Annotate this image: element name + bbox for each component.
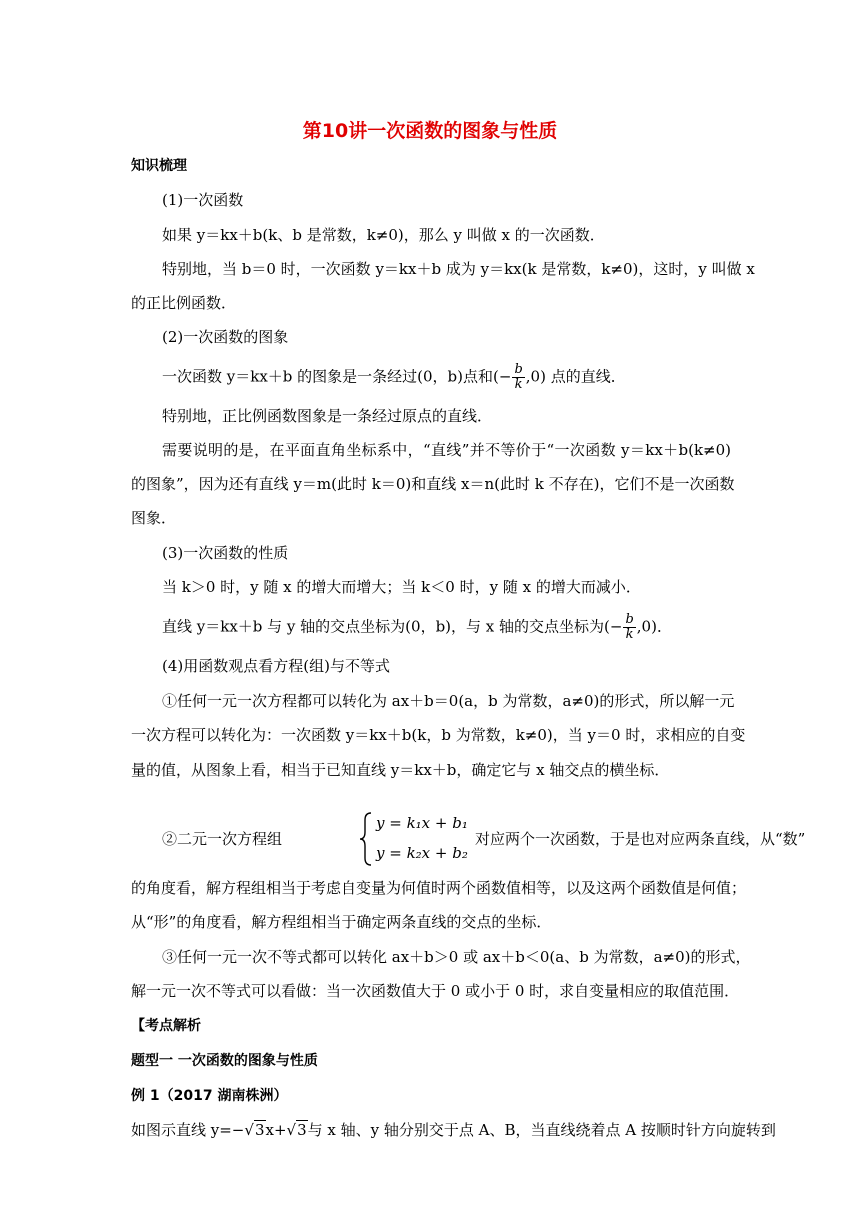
fraction-b-over-k-2: [623, 613, 635, 642]
type-one-heading: 题型一 一次函数的图象与性质: [131, 1053, 318, 1069]
s4-clause1c: 量的值，从图象上看，相当于已知直线 y＝kx＋b，确定它与 x 轴交点的横坐标．: [131, 761, 670, 779]
s4-clause2-post: 对应两个一次函数，于是也对应两条直线，从“数”: [475, 830, 806, 848]
sqrt-radicand: 3: [254, 1121, 265, 1139]
fraction-numerator: b: [514, 362, 523, 377]
s2-paragraph-3b: 的图象”，因为还有直线 y＝m(此时 k＝0)和直线 x＝n(此时 k 不存在)，它们不是一次函数: [131, 475, 735, 493]
section-heading-analysis: 【考点解析: [131, 1018, 201, 1034]
s2-p1-text-post: ,0) 点的直线．: [525, 367, 626, 386]
s2-paragraph-1: [162, 363, 626, 392]
left-brace-icon: [359, 812, 373, 866]
s4-clause2b: 的角度看，解方程组相当于考虑自变量为何值时两个函数值相等，以及这两个函数值是何值；: [131, 879, 747, 897]
fraction-denominator: k: [514, 377, 523, 392]
s2-heading: (2)一次函数的图象: [162, 328, 289, 346]
section-heading-knowledge: 知识梳理: [131, 158, 187, 174]
example-text-post: 与 x 轴、y 轴分别交于点 A、B，当直线绕着点 A 按顺时针方向旋转到: [307, 1121, 776, 1139]
s1-heading: (1)一次函数: [162, 191, 244, 209]
example-one-heading: 例 1（2017 湖南株洲）: [131, 1088, 288, 1104]
s2-paragraph-3a: 需要说明的是，在平面直角坐标系中，“直线”并不等价于“一次函数 y＝kx＋b(k≠0): [162, 441, 731, 459]
s4-clause2-pre: ②二元一次方程组: [162, 830, 283, 848]
s2-p1-text-pre: 一次函数 y＝kx＋b 的图象是一条经过(0，b)点和(−: [162, 367, 512, 386]
page-title: 第10讲一次函数的图象与性质: [302, 120, 558, 142]
s2-paragraph-2: 特别地，正比例函数图象是一条经过原点的直线．: [162, 407, 493, 425]
sqrt-radicand: 3: [297, 1121, 307, 1139]
sqrt-three-b: √3: [286, 1121, 307, 1139]
example-text-pre: 如图示直线 y=−: [131, 1121, 245, 1139]
fraction-b-over-k: [512, 363, 524, 392]
s3-p2-text-pre: 直线 y＝kx＋b 与 y 轴的交点坐标为(0，b)，与 x 轴的交点坐标为(−: [162, 617, 623, 636]
fraction-numerator: b: [625, 612, 634, 627]
s4-clause3b: 解一元一次不等式可以看做：当一次函数值大于 0 或小于 0 时，求自变量相应的取值范围．: [131, 982, 740, 1000]
example-one-text: [131, 1120, 776, 1140]
fraction-denominator: k: [625, 627, 634, 642]
s4-clause3a: ③任何一元一次不等式都可以转化 ax＋b＞0 或 ax＋b＜0(a、b 为常数，a≠0)的形式，: [162, 948, 751, 966]
s1-paragraph-1: 如果 y＝kx＋b(k、b 是常数，k≠0)，那么 y 叫做 x 的一次函数．: [162, 226, 605, 244]
example-text-mid: x+: [265, 1121, 287, 1139]
s4-clause2c: 从“形”的角度看，解方程组相当于确定两条直线的交点的坐标．: [131, 913, 552, 931]
s4-clause1a: ①任何一元一次方程都可以转化为 ax＋b＝0(a，b 为常数，a≠0)的形式，所以解一元: [162, 692, 735, 710]
sqrt-three-a: √3: [244, 1121, 265, 1139]
s1-paragraph-2b: 的正比例函数．: [131, 294, 237, 312]
system-equation-2: y = k₂x + b₂: [376, 844, 468, 862]
s2-paragraph-3c: 图象．: [131, 509, 177, 527]
s3-paragraph-1: 当 k＞0 时，y 随 x 的增大而增大；当 k＜0 时，y 随 x 的增大而减小．: [162, 578, 641, 596]
system-equation-1: y = k₁x + b₁: [376, 814, 468, 832]
s4-heading: (4)用函数观点看方程(组)与不等式: [162, 657, 390, 675]
s3-heading: (3)一次函数的性质: [162, 544, 289, 562]
s3-paragraph-2: [162, 613, 672, 642]
s3-p2-text-post: ,0)．: [636, 617, 672, 636]
s1-paragraph-2a: 特别地，当 b＝0 时，一次函数 y＝kx＋b 成为 y＝kx(k 是常数，k≠0)，这时，y 叫做 x: [162, 260, 755, 278]
s4-clause1b: 一次方程可以转化为：一次函数 y＝kx＋b(k，b 为常数，k≠0)，当 y＝0 时，求相应的自变: [131, 726, 746, 744]
